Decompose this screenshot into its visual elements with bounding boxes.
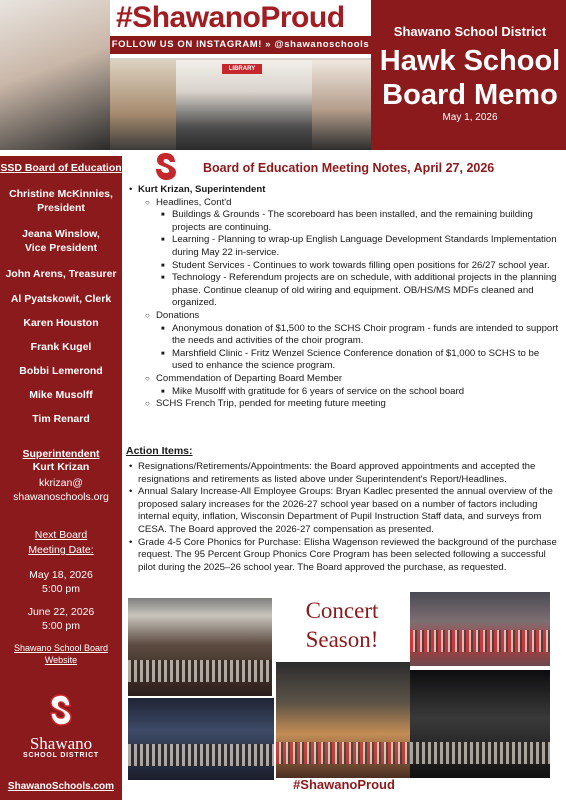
concert-season-title	[278, 596, 406, 658]
website-footer-link[interactable]: ShawanoSchools.com	[7, 781, 115, 792]
dog-photo	[110, 60, 176, 150]
meeting-notes-title: Board of Education Meeting Notes, April 27, 2026	[203, 161, 495, 175]
superintendent-heading: Superintendent	[22, 448, 100, 460]
superintendent-name: Kurt Krizan	[32, 461, 90, 473]
board-member-name: Frank Kugel	[30, 341, 92, 353]
headlines-heading: Headlines, Cont'd	[156, 196, 232, 208]
memo-title	[378, 44, 562, 112]
header-photo-collage	[0, 0, 371, 150]
list-item: ■ Learning - Planning to wrap-up English Language Development Standards Implementation during May 22 in-service.	[160, 234, 560, 259]
board-member-name: Christine McKinnies,	[9, 188, 113, 200]
list-item: • Grade 4-5 Core Phonics for Purchase: Elisha Wagenson reviewed the background of the purchase request. The 95 Percent Group Phonics Core Program has been selected following a successful pilot during the 2025–26 school year. The Board approved the purchase, as requested.	[126, 537, 560, 575]
choir-rows	[410, 630, 550, 652]
shawano-proud-footer: #ShawanoProud	[293, 777, 395, 792]
choir-photo	[276, 662, 410, 778]
list-item	[144, 197, 560, 310]
banner-title: #ShawanoProud	[116, 1, 345, 34]
meeting-notes	[126, 184, 560, 411]
header	[0, 0, 566, 150]
presentation-photo	[312, 60, 371, 150]
memo-title-line1: Hawk School	[379, 45, 561, 77]
action-items	[126, 461, 560, 574]
band-photo	[410, 670, 550, 778]
board-member	[0, 316, 122, 330]
board-member	[0, 292, 122, 306]
choir-rows	[128, 744, 274, 766]
board-member-name: Al Pyatskowit, Clerk	[10, 293, 112, 305]
superintendent-email[interactable]	[0, 476, 122, 504]
list-item: • Resignations/Retirements/Appointments: the Board approved appointments and accepted the resignations and retirements as listed above under Superintendent's Report/Headlines.	[126, 461, 560, 486]
board-member	[0, 388, 122, 402]
students-photo	[0, 0, 110, 150]
board-member-name: Mike Musolff	[29, 389, 93, 401]
library-sign: LIBRARY	[222, 64, 262, 74]
meeting-date: June 22, 2026	[27, 606, 95, 618]
next-meeting-block	[0, 528, 122, 666]
donations-heading: Donations	[156, 309, 200, 321]
choir-rows	[128, 660, 272, 682]
email-line: shawanoschools.org	[13, 491, 109, 503]
board-member-role: President	[37, 202, 85, 214]
website-line: Shawano School Board	[13, 643, 109, 653]
list-item	[144, 373, 560, 398]
logo-subtitle: SCHOOL DISTRICT	[22, 752, 100, 759]
board-member-name: Bobbi Lemerond	[19, 365, 103, 377]
board-member-name: Jeana Winslow,	[22, 228, 100, 240]
shawano-proud-banner	[110, 0, 371, 58]
email-line: kkrizan@	[39, 477, 83, 489]
list-item	[144, 310, 560, 373]
meeting-time: 5:00 pm	[42, 583, 80, 595]
website-line: Website	[44, 655, 78, 665]
meeting-item	[0, 568, 122, 596]
board-member-name: Karen Houston	[23, 317, 99, 329]
list-item: ■ Technology - Referendum projects are on schedule, with additional projects in the planning phase. Continue cleanup of old wiring and equipment. OB/HS/MS MDFs cleaned and organized.	[160, 272, 560, 310]
instagram-follow-strip[interactable]: FOLLOW US ON INSTAGRAM! » @shawanoschools	[110, 36, 371, 54]
list-item: ■ Student Services - Continues to work towards filling open positions for 26/27 school year.	[160, 260, 560, 273]
board-member	[0, 412, 122, 426]
list-item: ■ Marshfield Clinic - Fritz Wenzel Science Conference donation of $1,000 to SCHS to be used to enhance the science program.	[160, 348, 560, 373]
commendation-heading: Commendation of Departing Board Member	[156, 372, 343, 384]
action-items-heading: Action Items:	[126, 445, 193, 457]
choir-rows	[410, 742, 550, 764]
district-logo	[14, 694, 108, 759]
meeting-time: 5:00 pm	[42, 620, 80, 632]
meeting-date: May 18, 2026	[29, 569, 93, 581]
next-meeting-line: Next Board	[34, 529, 88, 541]
next-meeting-line: Meeting Date:	[28, 544, 94, 556]
board-member	[0, 340, 122, 354]
board-member	[0, 267, 122, 281]
next-meeting-heading	[0, 528, 122, 558]
choir-photo	[410, 592, 550, 666]
choir-photo	[128, 598, 272, 696]
school-board-website-link[interactable]	[0, 642, 122, 666]
board-member-name: John Arens, Treasurer	[5, 268, 117, 280]
board-member-role: Vice President	[24, 242, 98, 254]
memo-date: May 1, 2026	[442, 112, 498, 123]
orchestra-photo	[128, 698, 274, 780]
list-item: • Annual Salary Increase-All Employee Groups: Bryan Kadlec presented the annual overview of the proposed salary increases for the 2026-27 school year based on a number of factors including internal equity, inflation, Wisconsin Department of Pupil Instruction Staff data, and surveys from CESA. The Board approved the 2026-27 compensation as presented.	[126, 486, 560, 536]
superintendent-report-heading: Kurt Krizan, Superintendent	[138, 184, 266, 195]
meeting-item	[0, 605, 122, 633]
list-item: ■ Anonymous donation of $1,500 to the SCHS Choir program - funds are intended to support the needs and activities of the choir program.	[160, 323, 560, 348]
superintendent-block	[0, 448, 122, 504]
board-member	[0, 227, 122, 255]
concert-line: Concert	[305, 598, 379, 623]
choir-rows	[276, 742, 410, 764]
board-member	[0, 364, 122, 378]
district-name: Shawano School District	[393, 24, 547, 39]
list-item	[126, 184, 560, 411]
memo-title-line2: Board Memo	[382, 79, 558, 111]
concert-line: Season!	[305, 627, 379, 652]
board-heading: SSD Board of Education	[0, 162, 122, 174]
s-logo-icon	[48, 694, 74, 728]
list-item: ■ Mike Musolff with gratitude for 6 years of service on the school board	[160, 386, 560, 399]
logo-name: Shawano	[29, 734, 93, 753]
board-member-name: Tim Renard	[32, 413, 90, 425]
sidebar	[0, 150, 122, 800]
list-item: ■ Buildings & Grounds - The scoreboard has been installed, and the remaining building projects are continuing.	[160, 209, 560, 234]
list-item: ○ SCHS French Trip, pended for meeting future meeting	[144, 398, 560, 411]
s-logo-icon	[154, 152, 178, 182]
board-member	[0, 187, 122, 215]
